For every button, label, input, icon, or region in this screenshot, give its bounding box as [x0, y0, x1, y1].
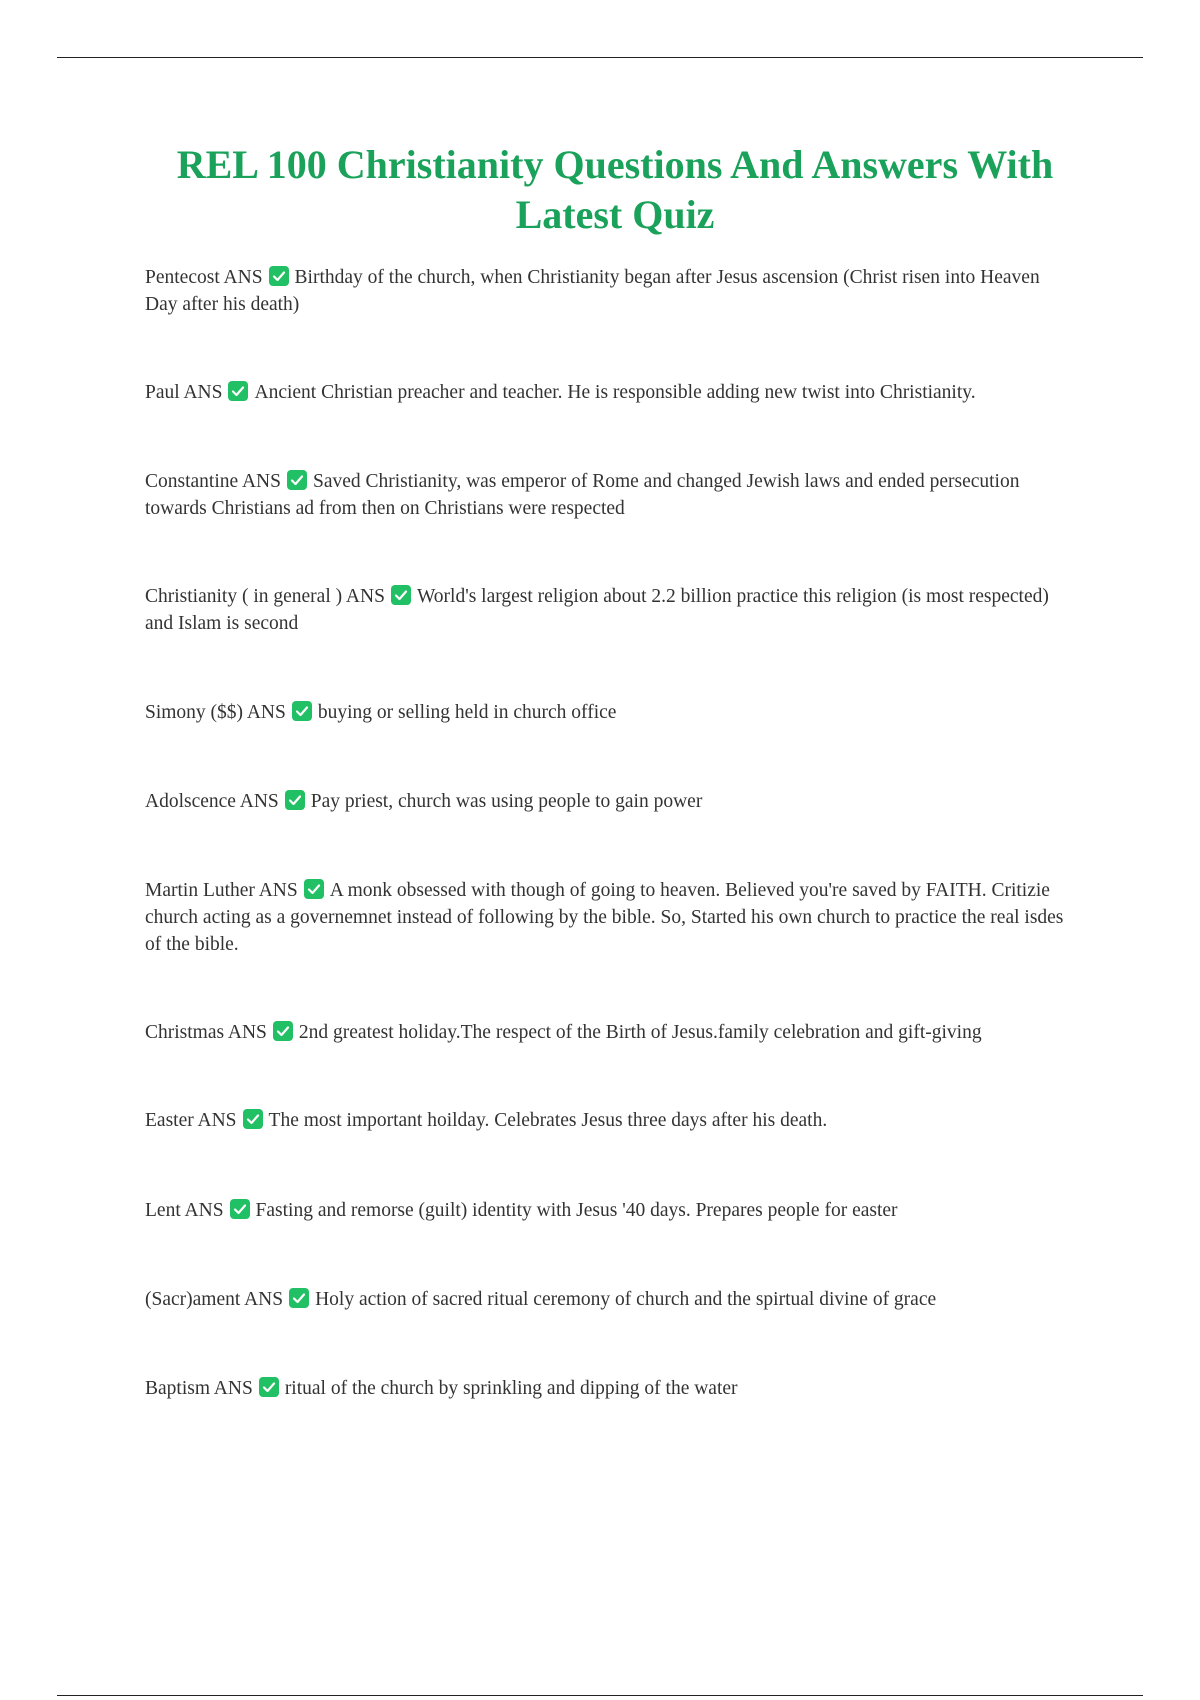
entry-answer: ritual of the church by sprinkling and dipping of the water: [284, 1378, 738, 1399]
check-mark-icon: [269, 266, 289, 286]
entry-answer: Ancient Christian preacher and teacher. He is responsible adding new twist into Christianity.: [254, 382, 976, 403]
entry-term: Constantine ANS: [145, 471, 281, 492]
check-mark-icon: [228, 381, 248, 401]
qa-entry: [145, 468, 1075, 522]
qa-entry: [145, 1197, 1075, 1224]
qa-entry: [145, 379, 1075, 406]
entry-answer: The most important hoilday. Celebrates Jesus three days after his death.: [268, 1110, 828, 1131]
qa-entry: [145, 788, 1075, 815]
qa-entry: [145, 264, 1075, 318]
entry-answer: Fasting and remorse (guilt) identity with Jesus '40 days. Prepares people for easter: [255, 1200, 898, 1221]
entry-answer: Holy action of sacred ritual ceremony of church and the spirtual divine of grace: [315, 1289, 937, 1310]
check-mark-icon: [287, 470, 307, 490]
qa-entry: [145, 877, 1075, 958]
entry-term: Baptism ANS: [145, 1378, 253, 1399]
entry-term: Adolscence ANS: [145, 791, 279, 812]
check-mark-icon: [292, 701, 312, 721]
entry-term: Lent ANS: [145, 1200, 224, 1221]
check-mark-icon: [285, 790, 305, 810]
qa-entry: [145, 1375, 1075, 1402]
qa-entry: [145, 1107, 1075, 1134]
check-mark-icon: [304, 879, 324, 899]
check-mark-icon: [273, 1021, 293, 1041]
entry-answer: Birthday of the church, when Christianity began after Jesus ascension (Christ risen into Heaven Day after his death): [145, 267, 1040, 315]
entry-answer: A monk obsessed with though of going to heaven. Believed you're saved by FAITH. Critizie church acting as a governemnet instead of following by the bible. So, Started his own church to practice the real isdes of the bible.: [145, 880, 1064, 955]
check-mark-icon: [391, 585, 411, 605]
entry-term: Pentecost ANS: [145, 267, 263, 288]
entry-answer: buying or selling held in church office: [317, 702, 617, 723]
qa-entry: [145, 1286, 1075, 1313]
check-mark-icon: [259, 1377, 279, 1397]
bottom-rule: [57, 1695, 1143, 1696]
entry-answer: 2nd greatest holiday.The respect of the Birth of Jesus.family celebration and gift-giving: [298, 1022, 982, 1043]
document-title: REL 100 Christianity Questions And Answers With Latest Quiz: [176, 142, 1054, 237]
entry-answer: Pay priest, church was using people to gain power: [310, 791, 703, 812]
check-mark-icon: [243, 1109, 263, 1129]
entry-term: Easter ANS: [145, 1110, 237, 1131]
entry-term: Christmas ANS: [145, 1022, 267, 1043]
entry-answer: World's largest religion about 2.2 billion practice this religion (is most respected) and Islam is second: [145, 586, 1049, 634]
entry-term: Simony ($$) ANS: [145, 702, 286, 723]
entry-term: Martin Luther ANS: [145, 880, 298, 901]
check-mark-icon: [289, 1288, 309, 1308]
entry-term: Paul ANS: [145, 382, 223, 403]
entry-term: Christianity ( in general ) ANS: [145, 586, 385, 607]
qa-entry: [145, 583, 1075, 637]
qa-entry: [145, 1019, 1075, 1046]
entry-term: (Sacr)ament ANS: [145, 1289, 284, 1310]
check-mark-icon: [230, 1199, 250, 1219]
entry-answer: Saved Christianity, was emperor of Rome and changed Jewish laws and ended persecution towards Christians ad from then on Christians were respected: [145, 471, 1020, 519]
top-rule: [57, 57, 1143, 58]
qa-entry: [145, 699, 1075, 726]
